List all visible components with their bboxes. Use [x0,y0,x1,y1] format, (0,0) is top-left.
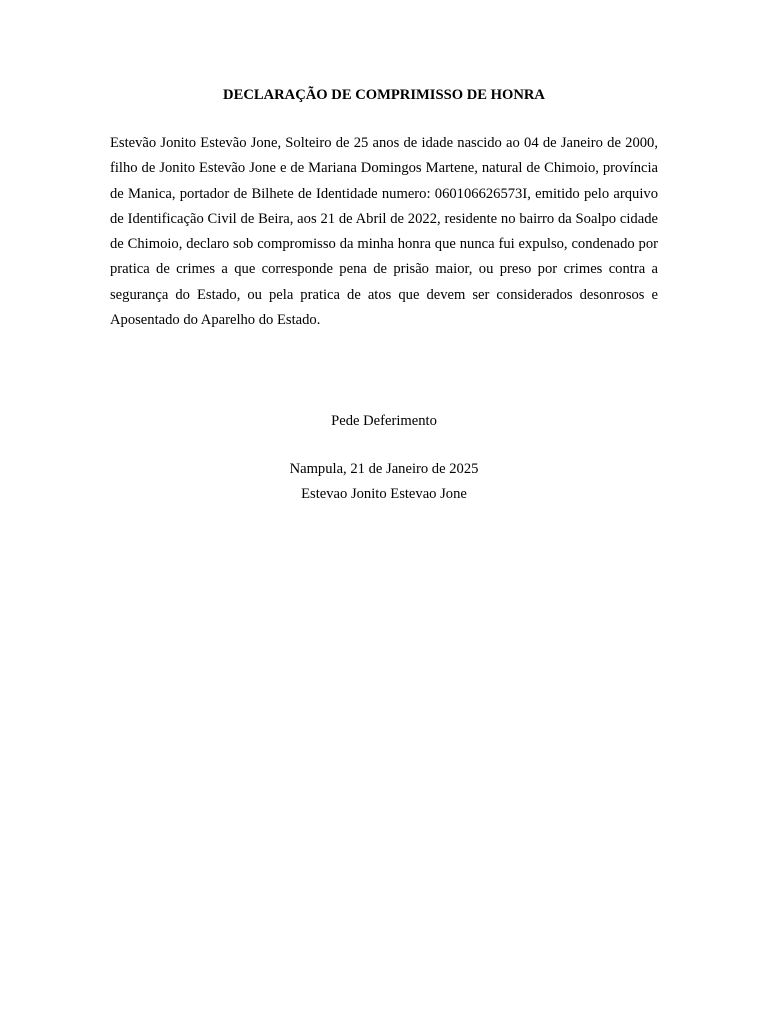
declaration-body: Estevão Jonito Estevão Jone, Solteiro de 25 anos de idade nascido ao 04 de Janeiro de 2000, filho de Jonito Estevão Jone e de Mariana Domingos Martene, natural de Chimoio, província de Manica, portador de Bilhete de Identidade numero: 060106626573I, emitido pelo arquivo de Identificação Civil de Beira, aos 21 de Abril de 2022, residente no bairro da Soalpo cidade de Chimoio, declaro sob compromisso da minha honra que nunca fui expulso, condenado por pratica de crimes a que corresponde pena de prisão maior, ou preso por crimes contra a segurança do Estado, ou pela pratica de atos que devem ser considerados desonrosos e Aposentado do Aparelho do Estado. [110,135,658,329]
signature-name: Estevao Jonito Estevao Jone [301,486,467,502]
place-date: Nampula, 21 de Janeiro de 2025 [289,461,479,477]
document-title: DECLARAÇÃO DE COMPRIMISSO DE HONRA [223,87,545,103]
closing-line: Pede Deferimento [331,413,437,429]
